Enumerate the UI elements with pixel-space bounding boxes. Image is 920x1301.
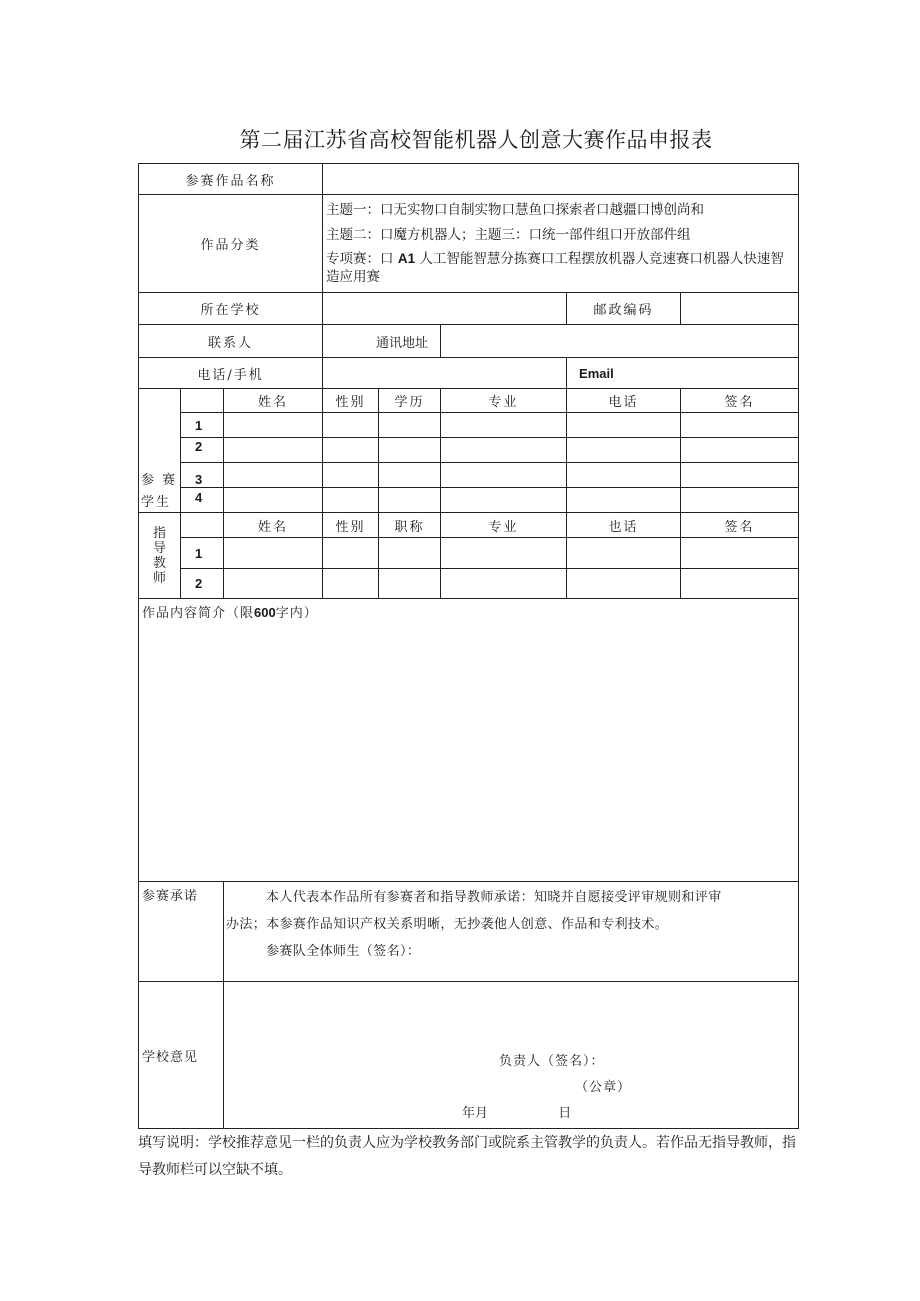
contact-input[interactable] [323,325,441,358]
student-cell[interactable] [323,438,379,463]
student-cell[interactable] [379,438,441,463]
teachers-index-header [181,513,224,538]
student-row-index: 4 [181,488,224,513]
school-opinion-label: 学校意见 [139,982,224,1129]
category-line-3[interactable] [326,248,795,286]
application-form-table [138,163,799,1129]
row-school-opinion [139,982,799,1129]
teachers-label [139,513,181,599]
row-category [139,195,799,293]
teacher-row-index: 2 [181,569,224,599]
teachers-label-char: 师 [152,570,166,586]
work-name-input[interactable] [323,164,799,195]
description-suffix: 字内） [275,606,318,621]
student-cell[interactable] [567,438,681,463]
students-index-header [181,389,224,413]
teacher-row-index: 1 [181,538,224,569]
teacher-cell[interactable] [323,538,379,569]
postcode-input[interactable] [681,293,799,325]
category-line-3-prefix: 专项赛：口 [326,251,398,267]
promise-line-2: 办法；本参赛作品知识产权关系明晰，无抄袭他人创意、作品和专利技术。 [226,917,669,932]
students-label-top [139,389,181,463]
row-contact [139,325,799,358]
students-header-phone: 电话 [567,389,681,413]
school-input[interactable] [323,293,567,325]
teacher-cell[interactable] [441,569,567,599]
student-cell[interactable] [323,413,379,438]
student-cell[interactable] [441,463,567,488]
row-promise [139,882,799,982]
school-opinion-area[interactable] [224,982,799,1129]
category-line-1[interactable]: 主题一：口无实物口自制实物口慧鱼口探索者口越疆口博创尚和 [326,202,705,218]
teachers-header-title: 职称 [379,513,441,538]
teacher-cell[interactable] [224,569,323,599]
student-cell[interactable] [224,413,323,438]
fill-instructions: 填写说明：学校推荐意见一栏的负责人应为学校教务部门或院系主管教学的负责人。若作品无指导教师，指导教师栏可以空缺不填。 [138,1135,796,1178]
student-cell[interactable] [681,488,799,513]
school-opinion-content [227,982,795,1127]
address-input[interactable] [441,325,799,358]
student-cell[interactable] [323,463,379,488]
students-header-signature: 签名 [681,389,799,413]
category-line-3-bold: A1 [397,251,416,266]
student-cell[interactable] [323,488,379,513]
opinion-signature: 负责人（签名）： [499,1054,605,1069]
teachers-header-signature: 签名 [681,513,799,538]
school-label: 所在学校 [139,293,323,325]
teacher-cell[interactable] [681,538,799,569]
student-row-index: 1 [181,413,224,438]
student-row [139,413,799,438]
teacher-cell[interactable] [441,538,567,569]
email-label-cell[interactable] [567,358,799,389]
student-row-index: 3 [181,463,224,488]
teachers-label-char: 导 [152,540,166,556]
promise-text[interactable] [224,882,799,982]
teacher-cell[interactable] [567,538,681,569]
students-header-major: 专业 [441,389,567,413]
teacher-cell[interactable] [379,569,441,599]
teachers-header-major: 专业 [441,513,567,538]
category-line-2[interactable]: 主题二：口魔方机器人；主题三：口统一部件组口开放部件组 [326,227,691,243]
student-cell[interactable] [441,438,567,463]
student-cell[interactable] [224,488,323,513]
form-title: 第二届江苏省高校智能机器人创意大赛作品申报表 [239,128,713,152]
category-options[interactable] [323,195,799,293]
teacher-cell[interactable] [323,569,379,599]
student-cell[interactable] [379,463,441,488]
category-line-3-rest: 人工智能智慧分拣赛口工程摆放机器人竞速赛口机器人快速智造应用赛 [326,251,784,285]
postcode-label: 邮政编码 [567,293,681,325]
student-row [139,488,799,513]
opinion-day: 日 [558,1106,572,1121]
teacher-row [139,569,799,599]
student-cell[interactable] [224,463,323,488]
student-cell[interactable] [681,463,799,488]
student-cell[interactable] [567,488,681,513]
student-row [139,463,799,488]
student-row [139,438,799,463]
description-prefix: 作品内容简介（限 [142,606,255,621]
opinion-date [462,1102,571,1121]
students-header-gender: 性别 [323,389,379,413]
student-cell[interactable] [441,413,567,438]
students-header-row [139,389,799,413]
teachers-header-row [139,513,799,538]
students-header-name: 姓名 [224,389,323,413]
teachers-header-phone: 也话 [567,513,681,538]
teacher-cell[interactable] [379,538,441,569]
teachers-label-char: 教 [152,555,166,571]
promise-line-3: 参赛队全体师生（签名）： [266,944,421,959]
promise-line-1: 本人代表本作品所有参赛者和指导教师承诺：知晓并自愿接受评审规则和评审 [266,890,722,905]
students-label-part2: 学生 [139,488,181,513]
phone-input[interactable] [323,358,567,389]
phone-label: 电话/手机 [139,358,323,389]
contact-label: 联系人 [139,325,323,358]
teachers-header-gender: 性别 [323,513,379,538]
description-limit: 600 [254,605,276,620]
student-cell[interactable] [224,438,323,463]
row-phone [139,358,799,389]
description-area[interactable] [139,599,799,882]
opinion-year-month: 年月 [462,1106,489,1121]
student-row-index: 2 [181,438,224,463]
teachers-header-name: 姓名 [224,513,323,538]
student-cell[interactable] [567,413,681,438]
row-school [139,293,799,325]
work-name-label: 参赛作品名称 [139,164,323,195]
row-description [139,599,799,882]
teacher-row [139,538,799,569]
teacher-cell[interactable] [567,569,681,599]
teacher-cell[interactable] [224,538,323,569]
students-label-part1: 参 赛 [139,463,181,488]
teachers-label-char: 指 [152,525,166,541]
student-cell[interactable] [567,463,681,488]
student-cell[interactable] [681,438,799,463]
teacher-cell[interactable] [681,569,799,599]
student-cell[interactable] [379,413,441,438]
students-header-degree: 学历 [379,389,441,413]
address-label: 通讯地址 [376,335,429,351]
student-cell[interactable] [379,488,441,513]
row-work-name [139,164,799,195]
email-label: Email [579,365,614,381]
opinion-seal: （公章） [575,1080,632,1095]
category-label: 作品分类 [139,195,323,293]
promise-label: 参赛承诺 [139,882,224,982]
student-cell[interactable] [441,488,567,513]
student-cell[interactable] [681,413,799,438]
